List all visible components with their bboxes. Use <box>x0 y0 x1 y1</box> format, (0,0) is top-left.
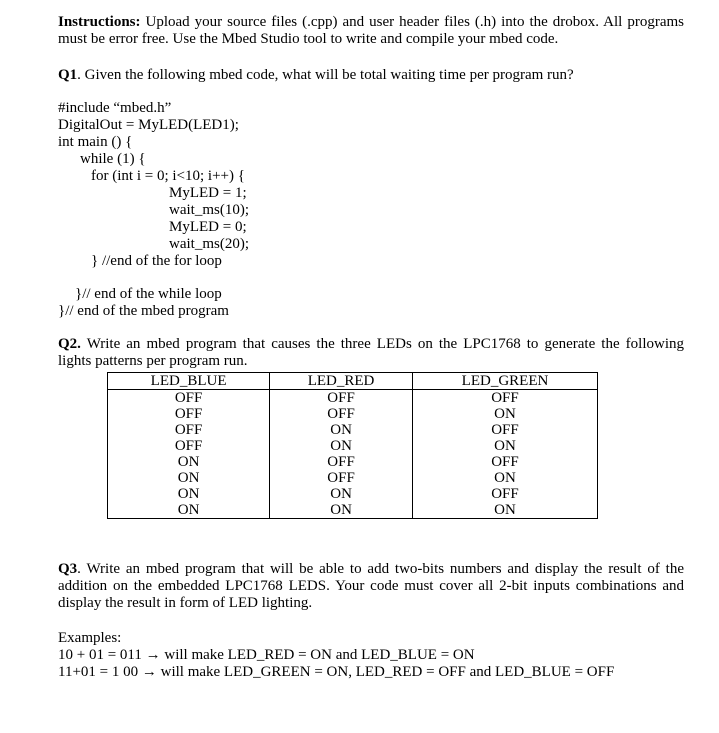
q2-text: Write an mbed program that causes the three LEDs on the LPC1768 to generate the following lights patterns per program run. <box>58 336 684 369</box>
code-line: int main () { <box>58 134 133 150</box>
instructions-label: Instructions: <box>58 14 141 30</box>
code-line: } //end of the for loop <box>91 253 222 269</box>
q3-question <box>58 561 684 612</box>
q3-label: Q3 <box>58 561 78 577</box>
table-cell: ON <box>412 502 597 519</box>
table-cell: OFF <box>270 454 413 470</box>
code-line: #include “mbed.h” <box>58 100 172 116</box>
table-cell: OFF <box>270 406 413 422</box>
table-cell: OFF <box>412 486 597 502</box>
table-cell: ON <box>412 438 597 454</box>
example-line: 10 + 01 = 011 → will make LED_RED = ON and LED_BLUE = ON <box>58 647 475 663</box>
header-led-green: LED_GREEN <box>412 373 597 390</box>
table-cell: ON <box>108 470 270 486</box>
q3-text: . Write an mbed program that will be able to add two-bits numbers and display the result of the addition on the embedded LPC1768 LEDS. Your code must cover all 2-bit inputs combinations and display the result in form of LED lighting. <box>58 561 684 611</box>
table-row <box>108 470 598 486</box>
table-header-row <box>108 373 598 390</box>
table-cell: ON <box>412 470 597 486</box>
table-cell: ON <box>108 454 270 470</box>
code-line: }// end of the while loop <box>75 286 222 302</box>
examples-label: Examples: <box>58 630 122 646</box>
table-cell: ON <box>270 486 413 502</box>
table-row <box>108 422 598 438</box>
instructions-text: Upload your source files (.cpp) and user header files (.h) into the drobox. All programs must be error free. Use the Mbed Studio tool to write and compile your mbed code. <box>58 14 684 47</box>
header-led-red: LED_RED <box>270 373 413 390</box>
table-row <box>108 486 598 502</box>
table-cell: OFF <box>108 390 270 407</box>
q1-question <box>58 67 684 84</box>
led-pattern-table <box>107 372 598 519</box>
code-line: wait_ms(20); <box>169 236 249 252</box>
table-cell: OFF <box>270 470 413 486</box>
header-led-blue: LED_BLUE <box>108 373 270 390</box>
code-line: }// end of the mbed program <box>58 303 229 319</box>
q1-text: . Given the following mbed code, what will be total waiting time per program run? <box>77 67 574 83</box>
table-row <box>108 502 598 519</box>
code-line: for (int i = 0; i<10; i++) { <box>91 168 245 184</box>
table-row <box>108 390 598 407</box>
instructions-paragraph <box>58 14 684 48</box>
table-row <box>108 454 598 470</box>
table-cell: ON <box>108 486 270 502</box>
table-cell: ON <box>412 406 597 422</box>
table-cell: ON <box>108 502 270 519</box>
example-line: 11+01 = 1 00 → will make LED_GREEN = ON, LED_RED = OFF and LED_BLUE = OFF <box>58 664 615 680</box>
table-cell: OFF <box>412 422 597 438</box>
code-line: wait_ms(10); <box>169 202 249 218</box>
q2-question <box>58 336 684 370</box>
table-row <box>108 406 598 422</box>
table-cell: OFF <box>412 454 597 470</box>
q1-label: Q1 <box>58 67 78 83</box>
table-cell: ON <box>270 502 413 519</box>
table-row <box>108 438 598 454</box>
code-line: DigitalOut = MyLED(LED1); <box>58 117 239 133</box>
code-line: MyLED = 1; <box>169 185 247 201</box>
table-cell: OFF <box>412 390 597 407</box>
q2-label: Q2. <box>58 336 81 352</box>
table-cell: OFF <box>108 406 270 422</box>
table-cell: OFF <box>270 390 413 407</box>
code-line: MyLED = 0; <box>169 219 247 235</box>
table-cell: OFF <box>108 422 270 438</box>
code-line: while (1) { <box>80 151 146 167</box>
table-cell: ON <box>270 422 413 438</box>
table-cell: ON <box>270 438 413 454</box>
table-cell: OFF <box>108 438 270 454</box>
